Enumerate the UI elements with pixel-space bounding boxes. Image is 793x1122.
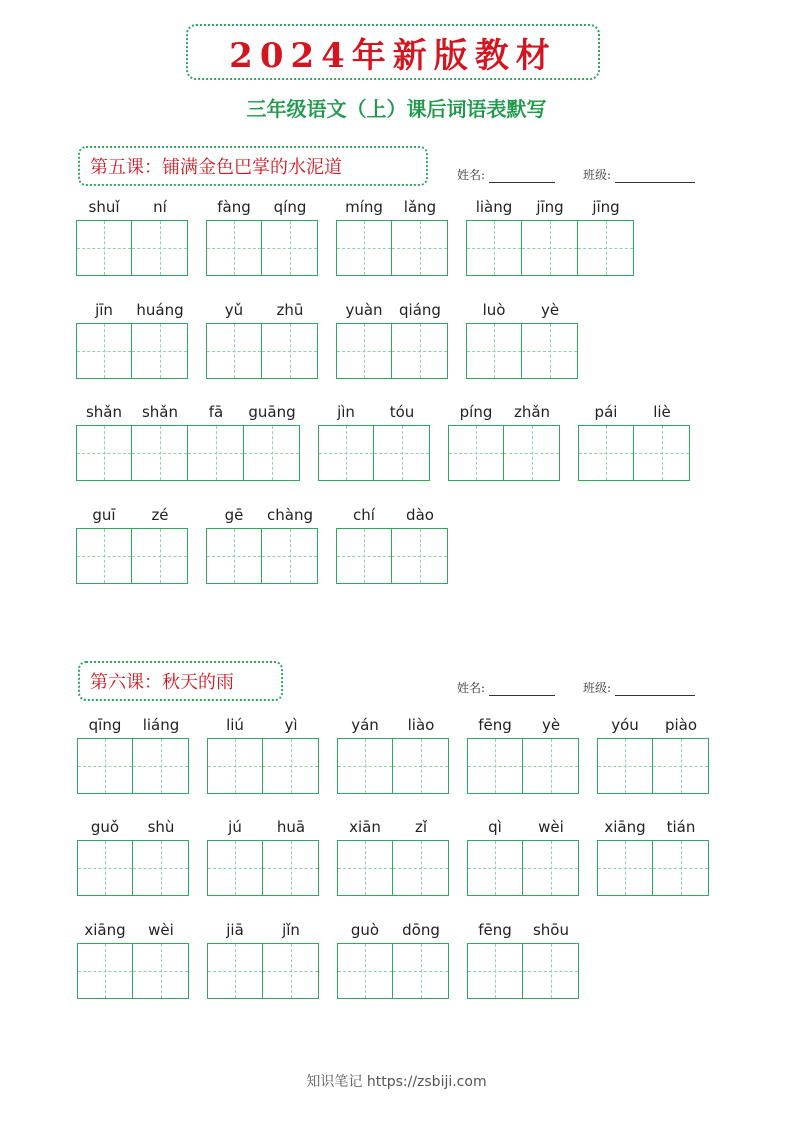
writing-cell[interactable]	[132, 220, 188, 276]
pinyin-label: xiān	[349, 818, 381, 836]
class-label: 班级:	[583, 168, 612, 182]
writing-cell[interactable]	[76, 528, 132, 584]
pinyin-label: shōu	[532, 921, 569, 939]
name-label: 姓名:	[457, 168, 486, 182]
lesson-title: 第六课：秋天的雨	[90, 672, 234, 693]
class-blank[interactable]	[615, 683, 695, 696]
pinyin-label: dōng	[402, 921, 440, 939]
pinyin-label: jú	[228, 818, 242, 836]
writing-cell[interactable]	[133, 840, 189, 896]
pinyin-label: fàng	[217, 198, 251, 216]
pinyin-label: chàng	[267, 506, 313, 524]
writing-cell[interactable]	[466, 220, 522, 276]
pinyin-label: liào	[407, 716, 435, 734]
word-group	[336, 506, 448, 584]
lesson-title-box	[78, 146, 428, 186]
pinyin-label: yì	[284, 716, 298, 734]
writing-cell[interactable]	[263, 840, 319, 896]
word-group	[448, 403, 560, 481]
word-group	[207, 716, 319, 794]
writing-cell[interactable]	[133, 943, 189, 999]
writing-cell[interactable]	[336, 528, 392, 584]
word-group	[337, 716, 449, 794]
pinyin-label: shǎn	[141, 403, 179, 421]
word-group	[77, 921, 189, 999]
pinyin-label: qiáng	[399, 301, 441, 319]
pinyin-label: piào	[664, 716, 698, 734]
writing-cell[interactable]	[504, 425, 560, 481]
word-group	[206, 301, 318, 379]
writing-cell[interactable]	[393, 840, 449, 896]
word-group	[77, 716, 189, 794]
writing-cell[interactable]	[76, 425, 132, 481]
pinyin-label: liàng	[475, 198, 513, 216]
pinyin-label: zǐ	[414, 818, 428, 836]
writing-cell[interactable]	[337, 738, 393, 794]
writing-cell[interactable]	[448, 425, 504, 481]
class-field	[583, 166, 695, 183]
word-group	[206, 506, 318, 584]
word-group	[337, 921, 449, 999]
writing-cell[interactable]	[467, 943, 523, 999]
writing-cell[interactable]	[392, 220, 448, 276]
word-group	[467, 818, 579, 896]
writing-cell[interactable]	[374, 425, 430, 481]
pinyin-label: yán	[351, 716, 379, 734]
writing-cell[interactable]	[207, 943, 263, 999]
pinyin-label: luò	[482, 301, 506, 319]
writing-cell[interactable]	[76, 323, 132, 379]
writing-cell[interactable]	[76, 220, 132, 276]
writing-cell[interactable]	[133, 738, 189, 794]
word-group	[466, 301, 578, 379]
writing-cell[interactable]	[523, 738, 579, 794]
word-group	[207, 818, 319, 896]
writing-cell[interactable]	[207, 840, 263, 896]
writing-cell[interactable]	[77, 840, 133, 896]
pinyin-label: ní	[153, 198, 167, 216]
pinyin-label: yǔ	[224, 301, 244, 319]
name-field	[457, 679, 555, 696]
footer-text: 知识笔记 https://zsbiji.com	[306, 1074, 487, 1090]
writing-cell[interactable]	[467, 738, 523, 794]
pinyin-label: fā	[208, 403, 224, 421]
writing-cell[interactable]	[188, 425, 244, 481]
writing-cell[interactable]	[337, 840, 393, 896]
writing-cell[interactable]	[634, 425, 690, 481]
pinyin-label: guò	[350, 921, 380, 939]
writing-cell[interactable]	[263, 738, 319, 794]
writing-cell[interactable]	[653, 840, 709, 896]
pinyin-label: guāng	[248, 403, 296, 421]
writing-cell[interactable]	[653, 738, 709, 794]
pinyin-label: tóu	[389, 403, 415, 421]
pinyin-label: jiā	[226, 921, 244, 939]
name-label: 姓名:	[457, 681, 486, 695]
writing-cell[interactable]	[206, 323, 262, 379]
pinyin-label: pái	[594, 403, 618, 421]
writing-cell[interactable]	[206, 528, 262, 584]
pinyin-label: lǎng	[403, 198, 437, 216]
pinyin-label: xiāng	[84, 921, 126, 939]
name-field	[457, 166, 555, 183]
class-label: 班级:	[583, 681, 612, 695]
pinyin-label: jīn	[95, 301, 113, 319]
pinyin-label: shù	[147, 818, 175, 836]
pinyin-label: qì	[488, 818, 502, 836]
writing-cell[interactable]	[337, 943, 393, 999]
writing-cell[interactable]	[523, 840, 579, 896]
writing-cell[interactable]	[77, 943, 133, 999]
page-subtitle: 三年级语文（上）课后词语表默写	[246, 97, 547, 121]
writing-cell[interactable]	[206, 220, 262, 276]
pinyin-label: qīng	[88, 716, 122, 734]
pinyin-label: zhū	[276, 301, 304, 319]
name-blank[interactable]	[489, 170, 555, 183]
word-group	[336, 198, 448, 276]
pinyin-label: liú	[226, 716, 244, 734]
pinyin-label: fēng	[478, 716, 512, 734]
pinyin-label: jǐn	[282, 921, 300, 939]
pinyin-label: liè	[653, 403, 671, 421]
pinyin-label: shǎn	[85, 403, 123, 421]
pinyin-label: jīng	[536, 198, 564, 216]
writing-cell[interactable]	[392, 528, 448, 584]
writing-cell[interactable]	[207, 738, 263, 794]
pinyin-label: tián	[666, 818, 696, 836]
pinyin-label: wèi	[148, 921, 174, 939]
writing-cell[interactable]	[522, 220, 578, 276]
pinyin-label: píng	[459, 403, 493, 421]
writing-cell[interactable]	[522, 323, 578, 379]
writing-cell[interactable]	[263, 943, 319, 999]
writing-cell[interactable]	[262, 220, 318, 276]
word-group	[207, 921, 319, 999]
pinyin-label: zé	[151, 506, 169, 524]
pinyin-label: guī	[92, 506, 116, 524]
pinyin-label: fēng	[478, 921, 512, 939]
lesson-title: 第五课：铺满金色巴掌的水泥道	[90, 157, 342, 178]
pinyin-label: liáng	[142, 716, 180, 734]
word-group	[76, 301, 188, 379]
writing-cell[interactable]	[132, 323, 188, 379]
word-group	[336, 301, 448, 379]
writing-cell[interactable]	[262, 323, 318, 379]
pinyin-label: míng	[345, 198, 383, 216]
word-group	[467, 921, 579, 999]
writing-cell[interactable]	[318, 425, 374, 481]
pinyin-label: huā	[276, 818, 306, 836]
pinyin-label: chí	[353, 506, 375, 524]
pinyin-label: yóu	[611, 716, 639, 734]
writing-cell[interactable]	[578, 425, 634, 481]
writing-cell[interactable]	[132, 425, 188, 481]
pinyin-label: gē	[224, 506, 244, 524]
lesson-title-box	[78, 661, 283, 701]
writing-cell[interactable]	[393, 738, 449, 794]
word-group	[206, 198, 318, 276]
name-blank[interactable]	[489, 683, 555, 696]
class-field	[583, 679, 695, 696]
pinyin-label: xiāng	[604, 818, 646, 836]
writing-cell[interactable]	[132, 528, 188, 584]
writing-cell[interactable]	[244, 425, 300, 481]
writing-cell[interactable]	[578, 220, 634, 276]
pinyin-label: huáng	[136, 301, 184, 319]
writing-cell[interactable]	[336, 323, 392, 379]
pinyin-label: wèi	[538, 818, 564, 836]
writing-cell[interactable]	[467, 840, 523, 896]
writing-cell[interactable]	[466, 323, 522, 379]
word-group	[76, 198, 188, 276]
word-group	[76, 506, 188, 584]
class-blank[interactable]	[615, 170, 695, 183]
word-group	[466, 198, 634, 276]
pinyin-label: yè	[540, 301, 560, 319]
pinyin-label: shuǐ	[88, 198, 120, 216]
writing-cell[interactable]	[393, 943, 449, 999]
word-group	[597, 818, 709, 896]
word-group	[578, 403, 690, 481]
word-group	[597, 716, 709, 794]
word-group	[76, 403, 300, 481]
writing-cell[interactable]	[597, 738, 653, 794]
writing-cell[interactable]	[523, 943, 579, 999]
word-group	[318, 403, 430, 481]
banner-title: 2024年新版教材	[229, 35, 557, 76]
writing-cell[interactable]	[77, 738, 133, 794]
pinyin-label: zhǎn	[513, 403, 551, 421]
pinyin-label: guǒ	[90, 818, 120, 836]
pinyin-label: yuàn	[345, 301, 383, 319]
writing-cell[interactable]	[392, 323, 448, 379]
pinyin-label: qíng	[273, 198, 307, 216]
pinyin-label: jìn	[337, 403, 355, 421]
word-group	[467, 716, 579, 794]
writing-cell[interactable]	[597, 840, 653, 896]
pinyin-label: dào	[406, 506, 434, 524]
writing-cell[interactable]	[262, 528, 318, 584]
pinyin-label: yè	[541, 716, 561, 734]
word-group	[337, 818, 449, 896]
word-group	[77, 818, 189, 896]
pinyin-label: jīng	[592, 198, 620, 216]
title-banner	[186, 24, 600, 80]
writing-cell[interactable]	[336, 220, 392, 276]
